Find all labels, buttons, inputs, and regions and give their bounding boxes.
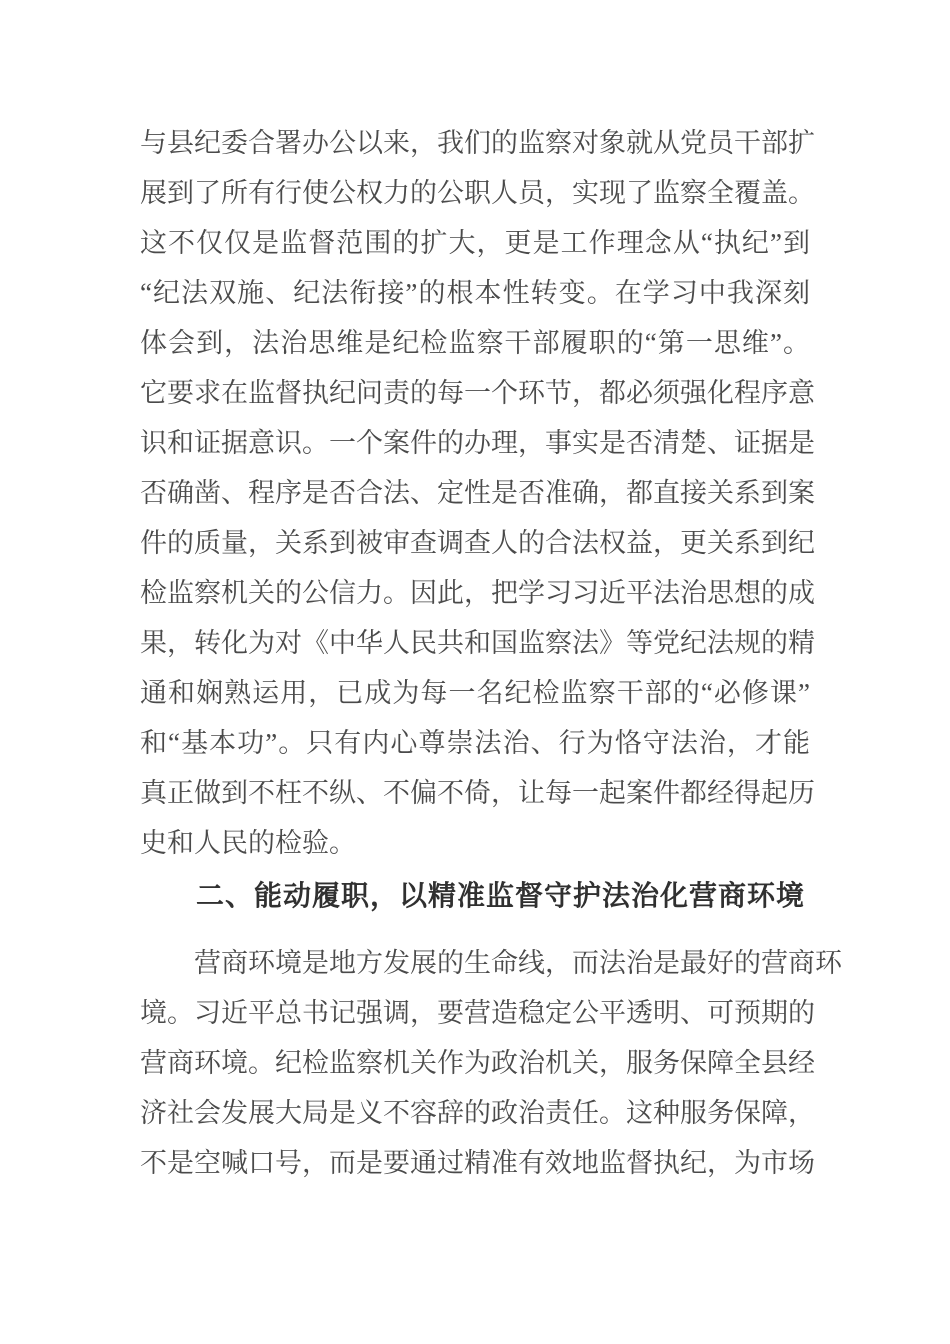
text-line: 营商环境是地方发展的生命线，而法治是最好的营商环 (194, 948, 842, 978)
text-line: 检监察机关的公信力。因此，把学习习近平法治思想的成 (140, 578, 815, 608)
text-line: 件的质量，关系到被审查调查人的合法权益，更关系到纪 (140, 528, 815, 558)
text-line: “纪法双施、纪法衔接”的根本性转变。在学习中我深刻 (140, 278, 810, 308)
text-line: 真正做到不枉不纵、不偏不倚，让每一起案件都经得起历 (140, 778, 815, 808)
text-line: 果，转化为对《中华人民共和国监察法》等党纪法规的精 (140, 628, 815, 658)
text-line: 和“基本功”。只有内心尊崇法治、行为恪守法治，才能 (140, 728, 810, 758)
text-line: 营商环境。纪检监察机关作为政治机关，服务保障全县经 (140, 1048, 815, 1078)
text-line: 识和证据意识。一个案件的办理，事实是否清楚、证据是 (140, 428, 815, 458)
text-line: 通和娴熟运用，已成为每一名纪检监察干部的“必修课” (140, 678, 810, 708)
text-line: 境。习近平总书记强调，要营造稳定公平透明、可预期的 (140, 998, 815, 1028)
text-line: 体会到，法治思维是纪检监察干部履职的“第一思维”。 (140, 328, 810, 358)
text-line: 济社会发展大局是义不容辞的政治责任。这种服务保障， (140, 1098, 815, 1128)
text-line: 史和人民的检验。 (140, 828, 356, 858)
text-line: 这不仅仅是监督范围的扩大，更是工作理念从“执纪”到 (140, 228, 810, 258)
paragraph-continuation (140, 118, 815, 868)
paragraph-2 (140, 938, 842, 1188)
text-line: 它要求在监督执纪问责的每一个环节，都必须强化程序意 (140, 378, 815, 408)
text-line: 与县纪委合署办公以来，我们的监察对象就从党员干部扩 (140, 128, 815, 158)
section-heading: 二、能动履职，以精准监督守护法治化营商环境 (196, 881, 806, 912)
text-line: 不是空喊口号，而是要通过精准有效地监督执纪，为市场 (140, 1148, 815, 1178)
text-line: 否确凿、程序是否合法、定性是否准确，都直接关系到案 (140, 478, 815, 508)
text-line: 展到了所有行使公权力的公职人员，实现了监察全覆盖。 (140, 178, 815, 208)
